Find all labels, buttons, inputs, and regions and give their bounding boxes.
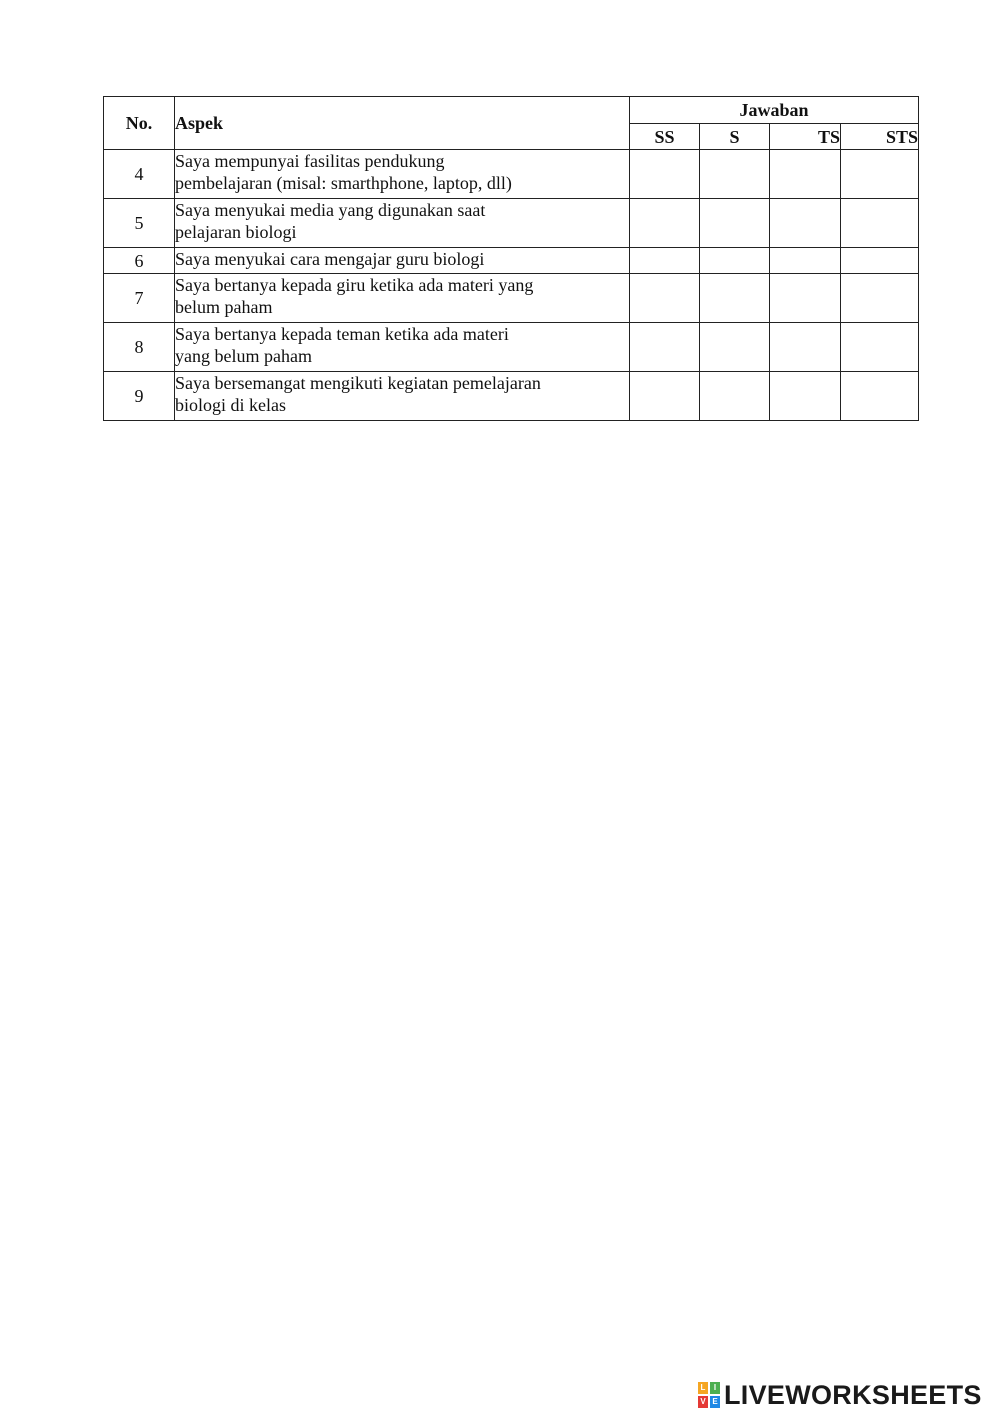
answer-cell-s[interactable] xyxy=(700,150,770,199)
row-aspek-line: Saya bertanya kepada giru ketika ada materi yang xyxy=(175,275,534,295)
row-number: 4 xyxy=(104,150,175,199)
brand-text: LIVEWORKSHEETS xyxy=(724,1379,982,1410)
row-aspek xyxy=(175,372,630,421)
row-aspek-line: pelajaran biologi xyxy=(175,222,297,242)
answer-cell-ss[interactable] xyxy=(630,150,700,199)
liveworksheets-logo xyxy=(698,1381,982,1409)
row-number: 8 xyxy=(104,323,175,372)
live-blocks-icon xyxy=(698,1382,720,1408)
header-option-ss: SS xyxy=(630,124,700,150)
row-aspek-line: biologi di kelas xyxy=(175,395,286,415)
answer-cell-ts[interactable] xyxy=(770,274,841,323)
header-no: No. xyxy=(104,97,175,150)
live-block-v: V xyxy=(698,1396,708,1408)
row-number: 9 xyxy=(104,372,175,421)
table-row xyxy=(104,248,919,274)
row-aspek-line: Saya menyukai cara mengajar guru biologi xyxy=(175,249,485,269)
row-aspek-line: Saya menyukai media yang digunakan saat xyxy=(175,200,486,220)
live-block-i: I xyxy=(710,1382,720,1394)
row-aspek-line: pembelajaran (misal: smarthphone, laptop, dll) xyxy=(175,173,512,193)
row-aspek-line: Saya bertanya kepada teman ketika ada materi xyxy=(175,324,509,344)
row-aspek xyxy=(175,150,630,199)
row-aspek-line: Saya mempunyai fasilitas pendukung xyxy=(175,151,445,171)
row-number: 7 xyxy=(104,274,175,323)
answer-cell-s[interactable] xyxy=(700,323,770,372)
table-row xyxy=(104,150,919,199)
row-aspek xyxy=(175,199,630,248)
answer-cell-sts[interactable] xyxy=(841,274,919,323)
header-option-sts: STS xyxy=(841,124,919,150)
table-row xyxy=(104,372,919,421)
row-aspek xyxy=(175,248,630,274)
row-number: 6 xyxy=(104,248,175,274)
answer-cell-s[interactable] xyxy=(700,372,770,421)
answer-cell-s[interactable] xyxy=(700,248,770,274)
answer-cell-ts[interactable] xyxy=(770,150,841,199)
row-number: 5 xyxy=(104,199,175,248)
answer-cell-sts[interactable] xyxy=(841,199,919,248)
row-aspek-line: yang belum paham xyxy=(175,346,312,366)
row-aspek-line: Saya bersemangat mengikuti kegiatan pemelajaran xyxy=(175,373,541,393)
survey-table xyxy=(103,96,919,421)
header-option-s: S xyxy=(700,124,770,150)
answer-cell-ts[interactable] xyxy=(770,372,841,421)
live-block-l: L xyxy=(698,1382,708,1394)
answer-cell-ss[interactable] xyxy=(630,274,700,323)
answer-cell-s[interactable] xyxy=(700,274,770,323)
table-row xyxy=(104,274,919,323)
row-aspek-line: belum paham xyxy=(175,297,273,317)
table-row xyxy=(104,199,919,248)
answer-cell-sts[interactable] xyxy=(841,372,919,421)
header-aspek: Aspek xyxy=(175,97,630,150)
row-aspek xyxy=(175,323,630,372)
answer-cell-ts[interactable] xyxy=(770,323,841,372)
header-jawaban: Jawaban xyxy=(630,97,919,124)
answer-cell-ss[interactable] xyxy=(630,248,700,274)
answer-cell-ss[interactable] xyxy=(630,372,700,421)
answer-cell-s[interactable] xyxy=(700,199,770,248)
live-block-e: E xyxy=(710,1396,720,1408)
answer-cell-ts[interactable] xyxy=(770,248,841,274)
answer-cell-ts[interactable] xyxy=(770,199,841,248)
answer-cell-sts[interactable] xyxy=(841,150,919,199)
answer-cell-sts[interactable] xyxy=(841,248,919,274)
answer-cell-ss[interactable] xyxy=(630,323,700,372)
table-row xyxy=(104,323,919,372)
answer-cell-sts[interactable] xyxy=(841,323,919,372)
answer-cell-ss[interactable] xyxy=(630,199,700,248)
row-aspek xyxy=(175,274,630,323)
header-option-ts: TS xyxy=(770,124,841,150)
